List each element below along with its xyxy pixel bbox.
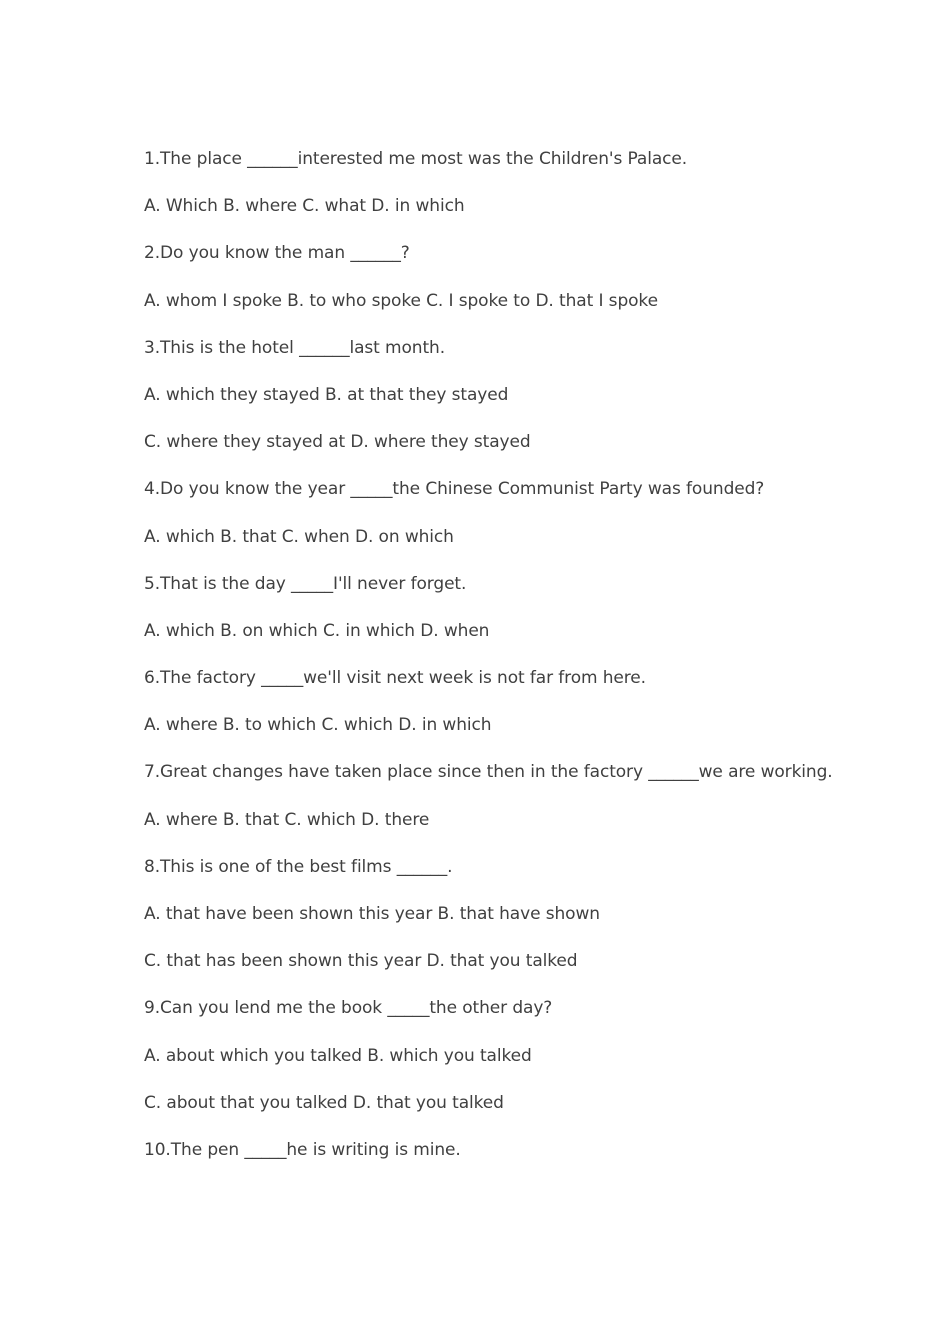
question-7: 7.Great changes have taken place since then in the factory ______we are working.: [144, 762, 833, 783]
question-9: 9.Can you lend me the book _____the other day?: [144, 998, 553, 1019]
question-2-options: A. whom I spoke B. to who spoke C. I spoke to D. that I spoke: [144, 290, 658, 311]
question-3-options-ab: A. which they stayed B. at that they stayed: [144, 384, 509, 405]
question-8-options-ab: A. that have been shown this year B. that have shown: [144, 904, 600, 924]
question-9-options-ab: A. about which you talked B. which you talked: [144, 1045, 532, 1066]
question-8-options-cd: C. that has been shown this year D. that you talked: [144, 951, 578, 972]
question-10: 10.The pen _____he is writing is mine.: [144, 1139, 461, 1160]
question-7-options: A. where B. that C. which D. there: [144, 809, 430, 830]
exercise-list: [144, 146, 904, 1184]
question-6: 6.The factory _____we'll visit next week is not far from here.: [144, 668, 646, 689]
question-6-options: A. where B. to which C. which D. in which: [144, 715, 492, 736]
question-1-options: A. Which B. where C. what D. in which: [144, 196, 465, 217]
question-8: 8.This is one of the best films ______.: [144, 856, 453, 877]
question-5: 5.That is the day _____I'll never forget.: [144, 573, 467, 594]
question-3: 3.This is the hotel ______last month.: [144, 337, 446, 358]
question-4: 4.Do you know the year _____the Chinese Communist Party was founded?: [144, 479, 765, 500]
question-9-options-cd: C. about that you talked D. that you talked: [144, 1092, 504, 1113]
question-5-options: A. which B. on which C. in which D. when: [144, 620, 490, 641]
question-1: 1.The place ______interested me most was the Children's Palace.: [144, 149, 688, 169]
question-4-options: A. which B. that C. when D. on which: [144, 526, 454, 547]
question-2: 2.Do you know the man ______?: [144, 243, 410, 264]
question-3-options-cd: C. where they stayed at D. where they stayed: [144, 432, 531, 453]
